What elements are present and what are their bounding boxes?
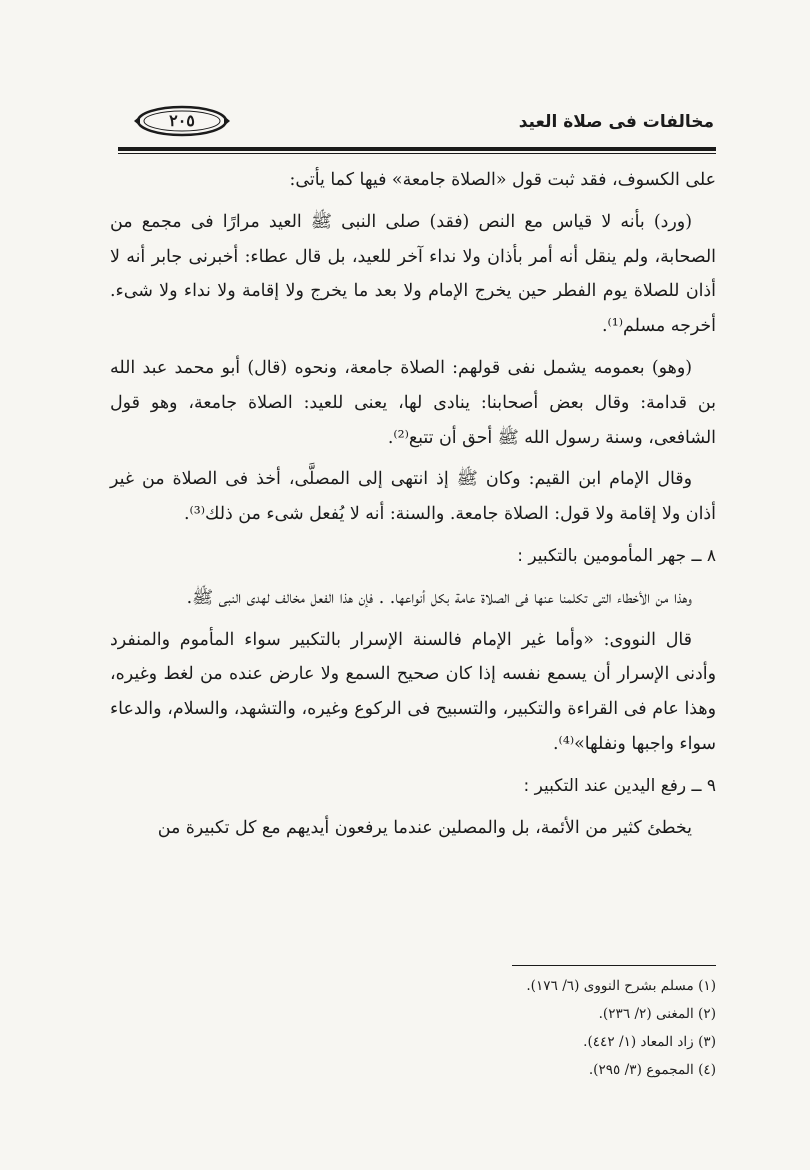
running-title: مخالفات فى صلاة العيد — [518, 112, 714, 132]
footnote: (٢) المغنى (٢/ ٢٣٦). — [598, 1006, 716, 1022]
footnote: (٣) زاد المعاد (١/ ٤٤٢). — [583, 1034, 716, 1050]
section-heading: ٨ ــ جهر المأمومين بالتكبير : — [517, 545, 716, 566]
footnotes — [400, 972, 716, 1084]
page-number-badge — [132, 104, 232, 138]
footnote: (١) مسلم بشرح النووى (٦/ ١٧٦). — [526, 978, 716, 994]
header-rule-thin — [118, 153, 716, 154]
paragraph: (وهو) بعمومه يشمل نفى قولهم: الصلاة جامعة، ونحوه (قال) أبو محمد عبد الله بن قدامة: وقال بعض أصحابنا: ينادى لها، يعنى للعيد: الصلاة جامعة، وهو قول الشافعى، وسنة رسول الله ﷺ أحق أن تتبع⁽²⁾. — [110, 357, 716, 448]
paragraph: يخطئ كثير من الأئمة، بل والمصلين عندما يرفعون أيديهم مع كل تكبيرة من — [157, 817, 692, 838]
paragraph: قال النووى: «وأما غير الإمام فالسنة الإسرار بالتكبير سواء المأموم والمنفرد وأدنى الإسرار أن يسمع نفسه إذا كان صحيح السمع ولا عارض عنده من لغط وغيره، وهذا عام فى القراءة والتكبير، والتسبيح فى الركوع وغيره، والتشهد، والسلام، والدعاء سواء واجبها ونفلها»⁽⁴⁾. — [110, 629, 716, 754]
footnote: (٤) المجموع (٣/ ٢٩٥). — [588, 1062, 716, 1078]
header-rule-thick — [118, 147, 716, 151]
paragraph: وقال الإمام ابن القيم: وكان ﷺ إذ انتهى إلى المصلَّى، أخذ فى الصلاة من غير أذان ولا إقامة ولا قول: الصلاة جامعة. والسنة: أنه لا يُفعل شىء من ذلك⁽³⁾. — [110, 469, 716, 525]
paragraph: على الكسوف، فقد ثبت قول «الصلاة جامعة» فيها كما يأتى: — [289, 170, 716, 190]
page-header — [118, 98, 716, 146]
footnote-separator — [512, 965, 716, 966]
section-heading: ٩ ــ رفع اليدين عند التكبير : — [523, 775, 716, 796]
paragraph: وهذا من الأخطاء التى تكلمنا عنها فى الصلاة عامة بكل أنواعها. . فإن هذا الفعل مخالف لهدى النبى ﷺ. — [186, 587, 692, 608]
body-text — [110, 163, 716, 852]
paragraph: (ورد) بأنه لا قياس مع النص (فقد) صلى النبى ﷺ العيد مرارًا فى مجمع من الصحابة، ولم ينقل أنه أمر بأذان ولا نداء آخر للعيد، بل قال عطاء: أخبرنى جابر أنه لا أذان للصلاة يوم الفطر حين يخرج الإمام ولا بعد ما يخرج ولا إقامة ولا نداء ولا شىء. أخرجه مسلم⁽¹⁾. — [110, 211, 716, 337]
page-number: ٢٠٥ — [169, 111, 195, 130]
